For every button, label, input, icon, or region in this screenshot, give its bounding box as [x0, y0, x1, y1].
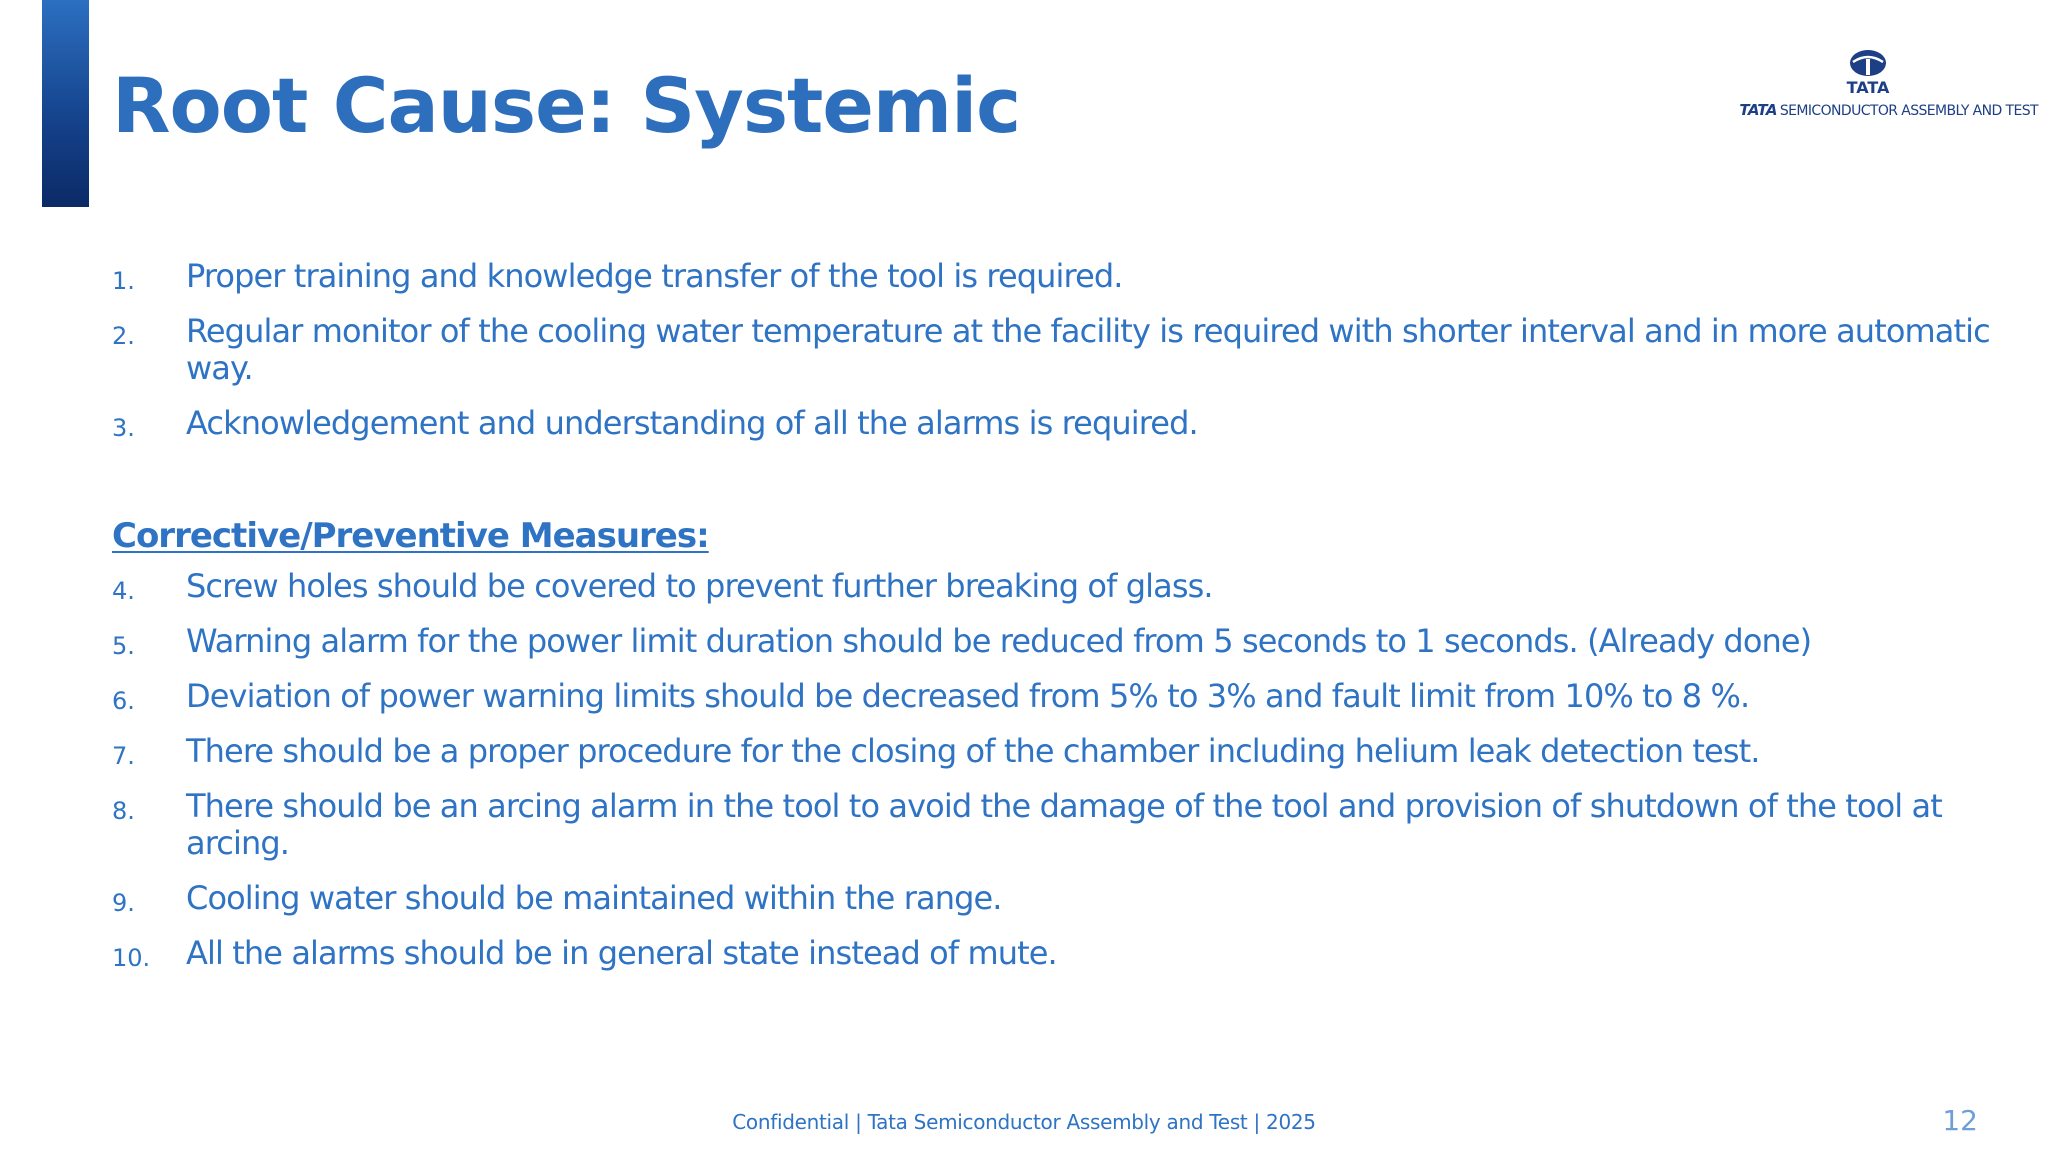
- slide-footer: Confidential | Tata Semiconductor Assembly and Test | 2025: [732, 1110, 1316, 1134]
- list-item-text: Warning alarm for the power limit duration should be reduced from 5 seconds to 1 seconds. (Already done): [186, 622, 1812, 660]
- list-item-number: 3.: [112, 414, 135, 442]
- list-item-number: 5.: [112, 632, 135, 660]
- list-item: [112, 258, 1992, 295]
- list-item: [112, 623, 1992, 660]
- list-item: [112, 568, 1992, 605]
- logo-subtitle: SEMICONDUCTOR ASSEMBLY AND TEST: [1779, 103, 2038, 119]
- slide-content: [112, 258, 1992, 990]
- list-item-number: 4.: [112, 577, 135, 605]
- list-item-text: Regular monitor of the cooling water temperature at the facility is required with shorter interval and in more automatic way.: [186, 312, 1990, 387]
- list-item-number: 1.: [112, 267, 135, 295]
- list-item-text: Proper training and knowledge transfer of the tool is required.: [186, 257, 1123, 295]
- list-item: [112, 788, 1992, 862]
- list-item: [112, 405, 1992, 442]
- list-item: [112, 678, 1992, 715]
- list-item: [112, 880, 1992, 917]
- list-item-number: 7.: [112, 742, 135, 770]
- list-item-text: Screw holes should be covered to prevent further breaking of glass.: [186, 567, 1213, 605]
- list-item-number: 2.: [112, 322, 135, 350]
- list-item-text: Cooling water should be maintained within the range.: [186, 879, 1002, 917]
- list-item-number: 9.: [112, 889, 135, 917]
- list-item-number: 10.: [112, 944, 151, 972]
- list-item: [112, 935, 1992, 972]
- list-item-number: 6.: [112, 687, 135, 715]
- page-number: 12: [1942, 1104, 1978, 1137]
- root-cause-list: [112, 258, 1992, 442]
- list-item-text: There should be a proper procedure for the closing of the chamber including helium leak detection test.: [186, 732, 1760, 770]
- list-item-number: 8.: [112, 797, 135, 825]
- logo-tata-wordmark: TATA: [1846, 78, 1890, 97]
- list-item-text: There should be an arcing alarm in the tool to avoid the damage of the tool and provision of shutdown of the tool at arcing.: [186, 787, 1942, 862]
- list-item: [112, 733, 1992, 770]
- list-item: [112, 313, 1992, 387]
- list-item-text: Deviation of power warning limits should be decreased from 5% to 3% and fault limit from 10% to 8 %.: [186, 677, 1750, 715]
- title-accent-bar: [42, 0, 89, 207]
- company-logo: [1698, 50, 2038, 125]
- slide-title: Root Cause: Systemic: [112, 61, 1021, 150]
- measures-heading: Corrective/Preventive Measures:: [112, 516, 709, 556]
- logo-brand-text: TATA: [1739, 101, 1777, 119]
- list-item-text: All the alarms should be in general state instead of mute.: [186, 934, 1057, 972]
- list-item-text: Acknowledgement and understanding of all the alarms is required.: [186, 404, 1198, 442]
- logo-company-line: [1698, 101, 2038, 119]
- measures-list: [112, 568, 1992, 972]
